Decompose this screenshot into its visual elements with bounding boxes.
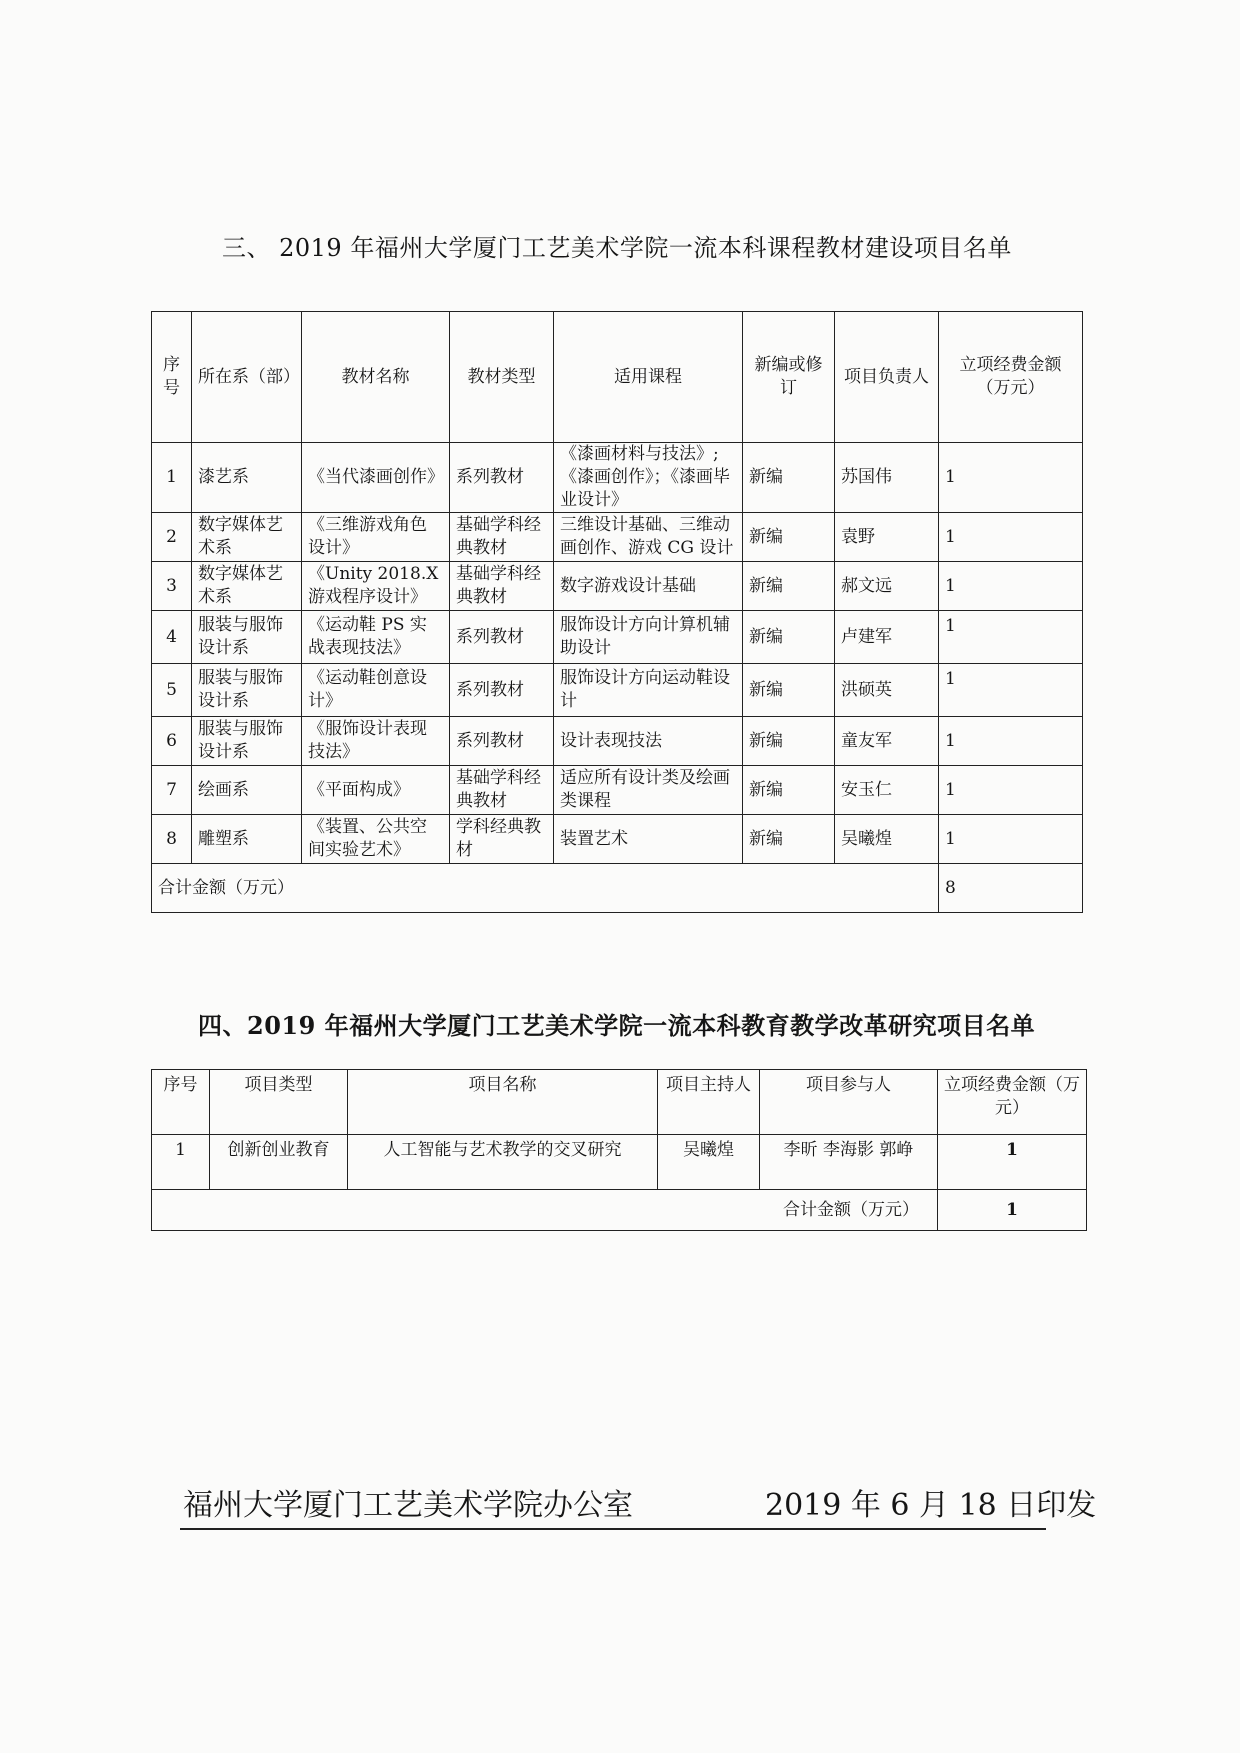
- cell-no: 6: [152, 717, 192, 766]
- table-row: [152, 443, 1083, 513]
- cell-type: 基础学科经典教材: [450, 562, 554, 611]
- cell-mode: 新编: [743, 513, 835, 562]
- cell-name: 人工智能与艺术教学的交叉研究: [348, 1135, 658, 1190]
- cell-type: 创新创业教育: [210, 1135, 348, 1190]
- cell-mode: 新编: [743, 562, 835, 611]
- header-no: 序号: [152, 312, 192, 443]
- cell-dept: 雕塑系: [192, 815, 302, 864]
- header-mode: 新编或修订: [743, 312, 835, 443]
- cell-amount: 1: [939, 766, 1083, 815]
- cell-dept: 服装与服饰设计系: [192, 717, 302, 766]
- cell-leader: 苏国伟: [835, 443, 939, 513]
- cell-course: 服饰设计方向运动鞋设计: [554, 664, 743, 717]
- cell-no: 5: [152, 664, 192, 717]
- cell-no: 7: [152, 766, 192, 815]
- cell-name: 《Unity 2018.X 游戏程序设计》: [302, 562, 450, 611]
- header-course: 适用课程: [554, 312, 743, 443]
- section4-title: 四、2019 年福州大学厦门工艺美术学院一流本科教育教学改革研究项目名单: [198, 1011, 1036, 1040]
- header-name: 教材名称: [302, 312, 450, 443]
- cell-course: 数字游戏设计基础: [554, 562, 743, 611]
- cell-dept: 数字媒体艺术系: [192, 513, 302, 562]
- cell-course: 《漆画材料与技法》;《漆画创作》；《漆画毕业设计》: [554, 443, 743, 513]
- cell-amount: 1: [938, 1135, 1087, 1190]
- table-header-row: [152, 1070, 1087, 1135]
- issue-date: 2019 年 6 月 18 日印发: [765, 1488, 1097, 1523]
- cell-no: 4: [152, 611, 192, 664]
- cell-type: 基础学科经典教材: [450, 513, 554, 562]
- cell-mode: 新编: [743, 717, 835, 766]
- cell-leader: 童友军: [835, 717, 939, 766]
- cell-course: 服饰设计方向计算机辅助设计: [554, 611, 743, 664]
- cell-amount: 1: [939, 815, 1083, 864]
- cell-name: 《装置、公共空间实验艺术》: [302, 815, 450, 864]
- cell-type: 系列教材: [450, 611, 554, 664]
- header-members: 项目参与人: [760, 1070, 938, 1135]
- cell-no: 1: [152, 1135, 210, 1190]
- cell-leader: 吴曦煌: [835, 815, 939, 864]
- cell-type: 基础学科经典教材: [450, 766, 554, 815]
- table-row: [152, 513, 1083, 562]
- cell-leader: 安玉仁: [835, 766, 939, 815]
- table-row: [152, 562, 1083, 611]
- cell-mode: 新编: [743, 611, 835, 664]
- header-name: 项目名称: [348, 1070, 658, 1135]
- cell-name: 《当代漆画创作》: [302, 443, 450, 513]
- table-header-row: [152, 312, 1083, 443]
- cell-amount: 1: [939, 664, 1083, 717]
- table-row: [152, 815, 1083, 864]
- cell-no: 3: [152, 562, 192, 611]
- cell-course: 三维设计基础、三维动画创作、游戏 CG 设计: [554, 513, 743, 562]
- cell-amount: 1: [939, 513, 1083, 562]
- cell-dept: 漆艺系: [192, 443, 302, 513]
- cell-type: 系列教材: [450, 664, 554, 717]
- footer-divider: [180, 1528, 1046, 1530]
- cell-leader: 卢建军: [835, 611, 939, 664]
- cell-type: 系列教材: [450, 443, 554, 513]
- cell-amount: 1: [939, 611, 1083, 664]
- total-value: 1: [938, 1190, 1087, 1231]
- cell-mode: 新编: [743, 766, 835, 815]
- cell-mode: 新编: [743, 664, 835, 717]
- cell-type: 学科经典教材: [450, 815, 554, 864]
- cell-dept: 服装与服饰设计系: [192, 664, 302, 717]
- cell-dept: 服装与服饰设计系: [192, 611, 302, 664]
- header-type: 教材类型: [450, 312, 554, 443]
- cell-dept: 绘画系: [192, 766, 302, 815]
- cell-dept: 数字媒体艺术系: [192, 562, 302, 611]
- table-row: [152, 611, 1083, 664]
- cell-course: 装置艺术: [554, 815, 743, 864]
- cell-members: 李昕 李海影 郭峥: [760, 1135, 938, 1190]
- cell-course: 适应所有设计类及绘画类课程: [554, 766, 743, 815]
- issuing-office: 福州大学厦门工艺美术学院办公室: [183, 1488, 633, 1523]
- cell-name: 《服饰设计表现技法》: [302, 717, 450, 766]
- cell-amount: 1: [939, 717, 1083, 766]
- cell-amount: 1: [939, 443, 1083, 513]
- cell-leader: 洪硕英: [835, 664, 939, 717]
- cell-mode: 新编: [743, 443, 835, 513]
- teaching-reform-table: [151, 1069, 1087, 1231]
- cell-leader: 郝文远: [835, 562, 939, 611]
- section3-title: 三、 2019 年福州大学厦门工艺美术学院一流本科课程教材建设项目名单: [222, 234, 1012, 262]
- cell-name: 《三维游戏角色设计》: [302, 513, 450, 562]
- cell-name: 《运动鞋创意设计》: [302, 664, 450, 717]
- header-amount: 立项经费金额（万元）: [938, 1070, 1087, 1135]
- table-row: [152, 717, 1083, 766]
- total-value: 8: [939, 864, 1083, 913]
- cell-amount: 1: [939, 562, 1083, 611]
- cell-no: 1: [152, 443, 192, 513]
- cell-name: 《平面构成》: [302, 766, 450, 815]
- cell-type: 系列教材: [450, 717, 554, 766]
- header-dept: 所在系（部）: [192, 312, 302, 443]
- total-label: 合计金额（万元）: [152, 864, 939, 913]
- total-row: [152, 864, 1083, 913]
- header-leader: 项目负责人: [835, 312, 939, 443]
- cell-mode: 新编: [743, 815, 835, 864]
- total-row: [152, 1190, 1087, 1231]
- header-host: 项目主持人: [658, 1070, 760, 1135]
- header-type: 项目类型: [210, 1070, 348, 1135]
- total-label: 合计金额（万元）: [152, 1190, 938, 1231]
- table-row: [152, 1135, 1087, 1190]
- cell-no: 2: [152, 513, 192, 562]
- cell-host: 吴曦煌: [658, 1135, 760, 1190]
- header-no: 序号: [152, 1070, 210, 1135]
- cell-no: 8: [152, 815, 192, 864]
- textbook-project-table: [151, 311, 1083, 913]
- table-row: [152, 664, 1083, 717]
- cell-leader: 袁野: [835, 513, 939, 562]
- cell-course: 设计表现技法: [554, 717, 743, 766]
- cell-name: 《运动鞋 PS 实战表现技法》: [302, 611, 450, 664]
- table-row: [152, 766, 1083, 815]
- header-amount: 立项经费金额（万元）: [939, 312, 1083, 443]
